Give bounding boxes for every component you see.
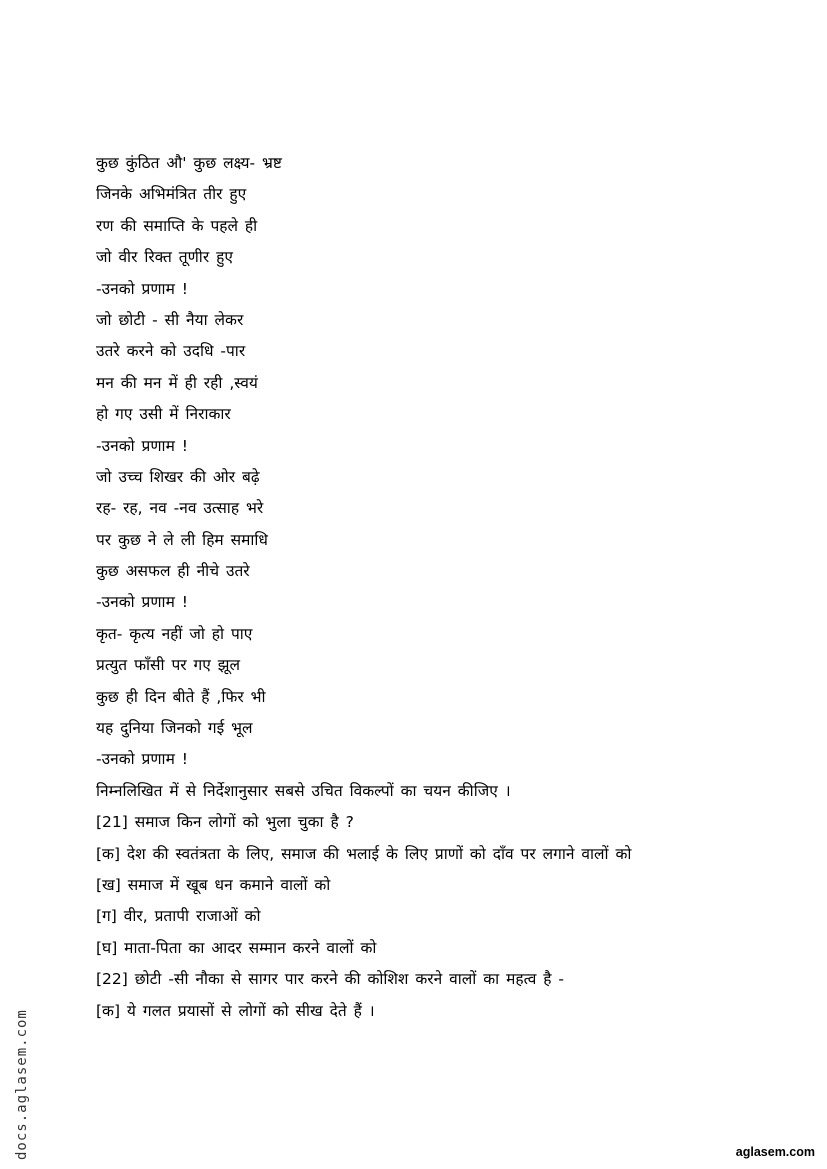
- poem-line: उतरे करने को उदधि -पार: [96, 342, 246, 361]
- document-body: [96, 148, 796, 1027]
- question-21: [21] समाज किन लोगों को भुला चुका है ?: [96, 813, 354, 832]
- poem-line: जिनके अभिमंत्रित तीर हुए: [96, 185, 247, 204]
- poem-line: जो छोटी - सी नैया लेकर: [96, 310, 244, 329]
- poem-line: कृत- कृत्य नहीं जो हो पाए: [96, 624, 253, 643]
- option-kha: [ख] समाज में खूब धन कमाने वालों को: [96, 875, 331, 894]
- footer-brand: aglasem.com: [735, 1145, 815, 1159]
- side-watermark: docs.aglasem.com: [14, 1009, 30, 1160]
- option-gha: [घ] माता-पिता का आदर सम्मान करने वालों को: [96, 938, 377, 957]
- option-ga: [ग] वीर, प्रतापी राजाओं को: [96, 907, 261, 926]
- question-22: [22] छोटी -सी नौका से सागर पार करने की कोशिश करने वालों का महत्व है -: [96, 970, 564, 989]
- poem-line: कुछ कुंठित औ' कुछ लक्ष्य- भ्रष्ट: [96, 154, 282, 172]
- instruction-text: निम्नलिखित में से निर्देशानुसार सबसे उचित विकल्पों का चयन कीजिए ।: [96, 781, 511, 800]
- poem-refrain: -उनको प्रणाम !: [96, 750, 188, 769]
- option-ka: [क] देश की स्वतंत्रता के लिए, समाज की भलाई के लिए प्राणों को दाँव पर लगाने वालों को: [96, 844, 632, 863]
- poem-line: रण की समाप्ति के पहले ही: [96, 216, 258, 235]
- poem-line: जो उच्च शिखर की ओर बढ़े: [96, 467, 260, 486]
- poem-line: रह- रह, नव -नव उत्साह भरे: [96, 499, 264, 518]
- poem-refrain: -उनको प्रणाम !: [96, 593, 188, 612]
- option-ka: [क] ये गलत प्रयासों से लोगों को सीख देते हैं ।: [96, 1001, 375, 1020]
- poem-refrain: -उनको प्रणाम !: [96, 279, 188, 298]
- poem-refrain: -उनको प्रणाम !: [96, 436, 188, 455]
- poem-line: जो वीर रिक्त तूणीर हुए: [96, 248, 233, 267]
- poem-line: पर कुछ ने ले ली हिम समाधि: [96, 530, 268, 549]
- poem-line: कुछ ही दिन बीते हैं ,फिर भी: [96, 687, 266, 706]
- poem-line: हो गए उसी में निराकार: [96, 405, 231, 424]
- poem-line: यह दुनिया जिनको गई भूल: [96, 719, 253, 738]
- poem-line: प्रत्युत फाँसी पर गए झूल: [96, 656, 240, 675]
- poem-line: कुछ असफल ही नीचे उतरे: [96, 562, 250, 581]
- poem-line: मन की मन में ही रही ,स्वयं: [96, 373, 258, 392]
